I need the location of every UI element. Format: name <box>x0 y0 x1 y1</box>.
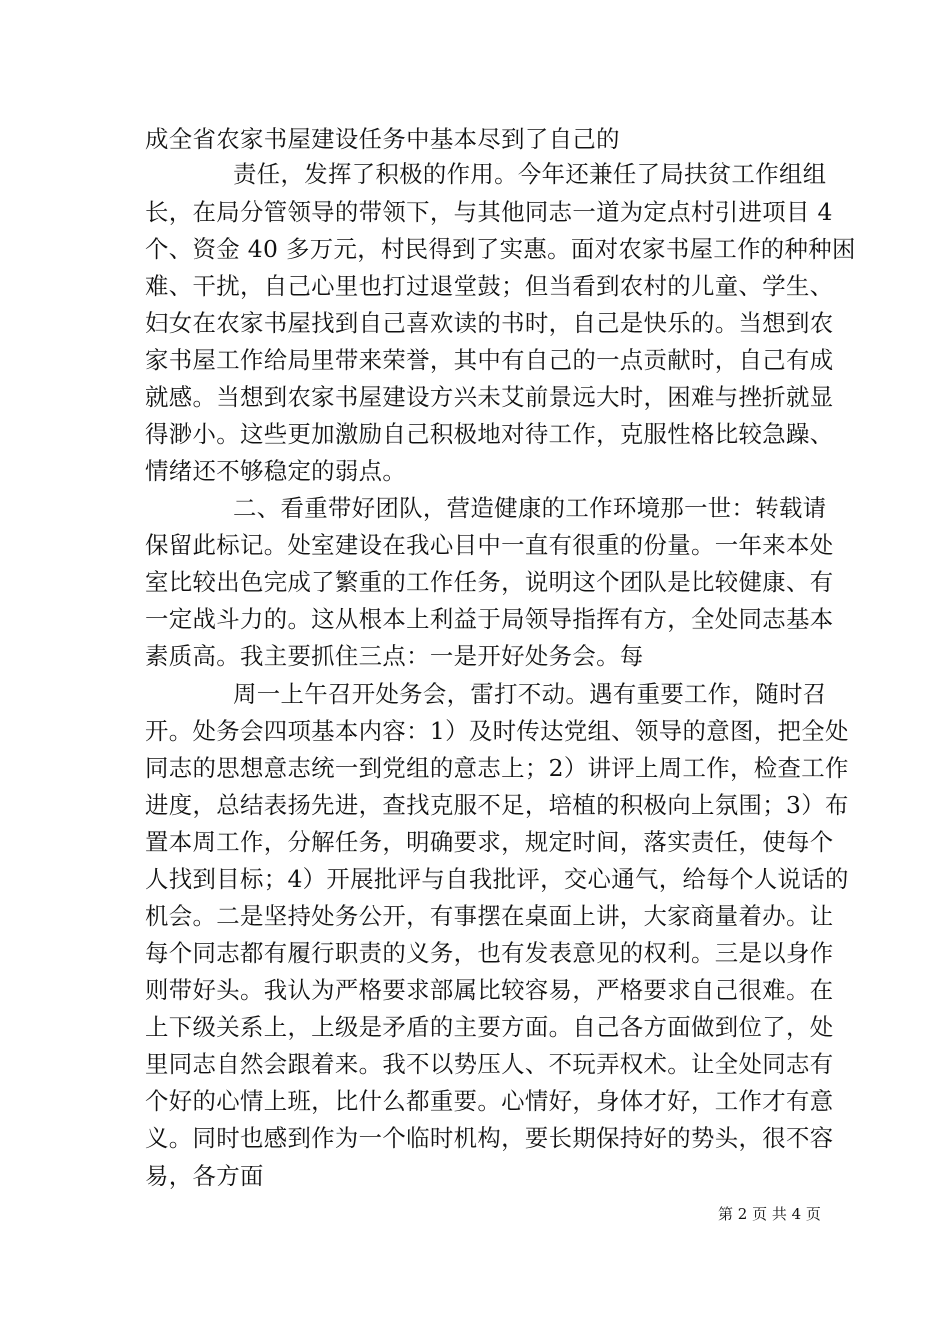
text-line: 易，各方面 <box>145 1162 264 1190</box>
text-line: 就感。当想到农家书屋建设方兴未艾前景远大时，困难与挫折就显 <box>145 383 834 411</box>
text-line: 开。处务会四项基本内容：1）及时传达党组、领导的意图，把全处 <box>145 717 849 745</box>
text-line: 人找到目标；4）开展批评与自我批评，交心通气，给每个人说话的 <box>145 865 849 893</box>
text-line: 置本周工作，分解任务，明确要求，规定时间，落实责任，使每个 <box>145 828 834 856</box>
text-line: 机会。二是坚持处务公开，有事摆在桌面上讲，大家商量着办。让 <box>145 902 834 930</box>
text-line: 每个同志都有履行职责的义务，也有发表意见的权利。三是以身作 <box>145 939 834 967</box>
text-line: 室比较出色完成了繁重的工作任务，说明这个团队是比较健康、有 <box>145 568 834 596</box>
text-line: 上下级关系上，上级是矛盾的主要方面。自己各方面做到位了，处 <box>145 1013 834 1041</box>
text-line: 同志的思想意志统一到党组的意志上；2）讲评上周工作，检查工作 <box>145 754 849 782</box>
page-number-footer: 第 2 页 共 4 页 <box>718 1205 821 1223</box>
text-line: 则带好头。我认为严格要求部属比较容易，严格要求自己很难。在 <box>145 976 834 1004</box>
text-line: 保留此标记。处室建设在我心目中一直有很重的份量。一年来本处 <box>145 531 834 559</box>
text-line: 长，在局分管领导的带领下，与其他同志一道为定点村引进项目 4 <box>145 198 833 226</box>
text-line: 妇女在农家书屋找到自己喜欢读的书时，自己是快乐的。当想到农 <box>145 309 834 337</box>
text-line: 得渺小。这些更加激励自己积极地对待工作，克服性格比较急躁、 <box>145 420 834 448</box>
text-line: 难、干扰，自己心里也打过退堂鼓；但当看到农村的儿童、学生、 <box>145 272 834 300</box>
text-line: 周一上午召开处务会，雷打不动。遇有重要工作，随时召 <box>233 680 827 708</box>
text-line: 义。同时也感到作为一个临时机构，要长期保持好的势头，很不容 <box>145 1124 834 1152</box>
text-line: 个好的心情上班，比什么都重要。心情好，身体才好，工作才有意 <box>145 1087 834 1115</box>
text-line: 进度，总结表扬先进，查找克服不足，培植的积极向上氛围；3）布 <box>145 791 849 819</box>
text-line: 成全省农家书屋建设任务中基本尽到了自己的 <box>145 125 620 153</box>
section-heading-line: 二、看重带好团队，营造健康的工作环境那一世：转载请 <box>233 494 827 522</box>
text-line: 责任，发挥了积极的作用。今年还兼任了局扶贫工作组组 <box>233 160 827 188</box>
text-line: 素质高。我主要抓住三点：一是开好处务会。每 <box>145 642 644 670</box>
text-line: 个、资金 40 多万元，村民得到了实惠。面对农家书屋工作的种种困 <box>145 235 856 263</box>
text-line: 一定战斗力的。这从根本上利益于局领导指挥有方，全处同志基本 <box>145 605 834 633</box>
text-line: 情绪还不够稳定的弱点。 <box>145 457 407 485</box>
text-line: 家书屋工作给局里带来荣誉，其中有自己的一点贡献时，自己有成 <box>145 346 834 374</box>
text-line: 里同志自然会跟着来。我不以势压人、不玩弄权术。让全处同志有 <box>145 1050 834 1078</box>
